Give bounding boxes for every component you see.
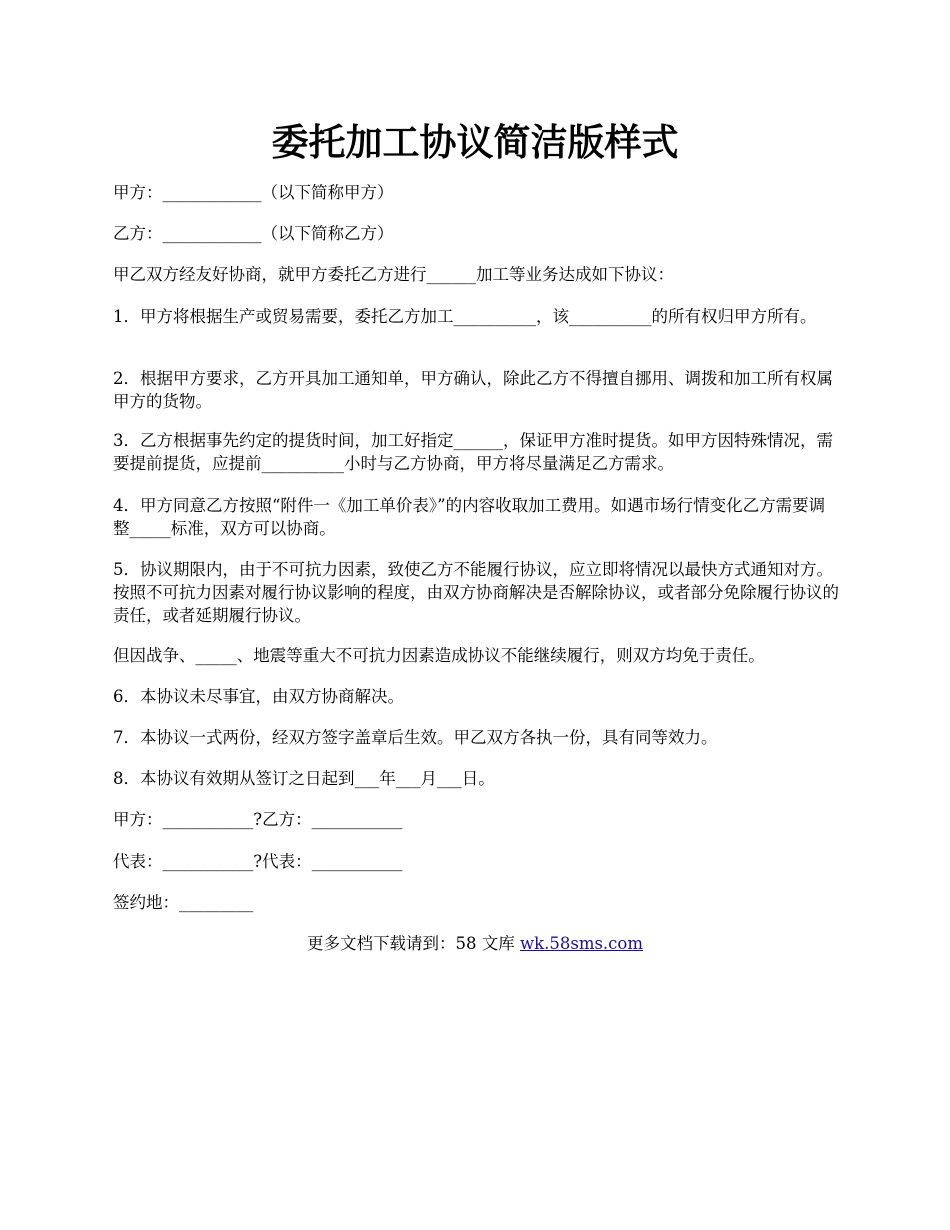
- footer-text: 更多文档下载请到：58 文库: [306, 934, 520, 953]
- clause-5: 5．协议期限内，由于不可抗力因素，致使乙方不能履行协议，应立即将情况以最快方式通知对方。按照不可抗力因素对履行协议影响的程度，由双方协商解决是否解除协议，或者部分免除履行协议的责任，或者延期履行协议。: [113, 560, 839, 625]
- signature-parties: 甲方：___________?乙方：___________: [113, 810, 403, 829]
- intro-paragraph: 甲乙双方经友好协商，就甲方委托乙方进行______加工等业务达成如下协议：: [113, 265, 674, 284]
- footer: [0, 932, 950, 955]
- party-b-line: 乙方：____________（以下简称乙方）: [113, 224, 394, 243]
- force-majeure-paragraph: 但因战争、_____、地震等重大不可抗力因素造成协议不能继续履行，则双方均免于责任。: [113, 646, 765, 665]
- clause-3: 3．乙方根据事先约定的提货时间，加工好指定______，保证甲方准时提货。如甲方因特殊情况，需要提前提货，应提前__________小时与乙方协商，甲方将尽量满足乙方需求。: [113, 431, 833, 473]
- clause-1: 1．甲方将根据生产或贸易需要，委托乙方加工__________，该__________的所有权归甲方所有。: [113, 307, 817, 326]
- clause-2: 2．根据甲方要求，乙方开具加工通知单，甲方确认，除此乙方不得擅自挪用、调拨和加工所有权属甲方的货物。: [113, 369, 833, 411]
- footer-link[interactable]: wk.58sms.com: [519, 934, 643, 953]
- document-title: 委托加工协议简洁版样式: [271, 120, 679, 164]
- clause-8: 8．本协议有效期从签订之日起到___年___月___日。: [113, 769, 495, 788]
- party-a-line: 甲方：____________（以下简称甲方）: [113, 183, 394, 202]
- clause-4: 4．甲方同意乙方按照“附件一《加工单价表》”的内容收取加工费用。如遇市场行情变化乙方需要调整_____标准，双方可以协商。: [113, 496, 826, 538]
- clause-6: 6．本协议未尽事宜，由双方协商解决。: [113, 687, 404, 706]
- signature-representatives: 代表：___________?代表：___________: [113, 852, 403, 871]
- signing-place: 签约地：_________: [113, 893, 254, 912]
- clause-7: 7．本协议一式两份，经双方签字盖章后生效。甲乙双方各执一份，具有同等效力。: [113, 728, 718, 747]
